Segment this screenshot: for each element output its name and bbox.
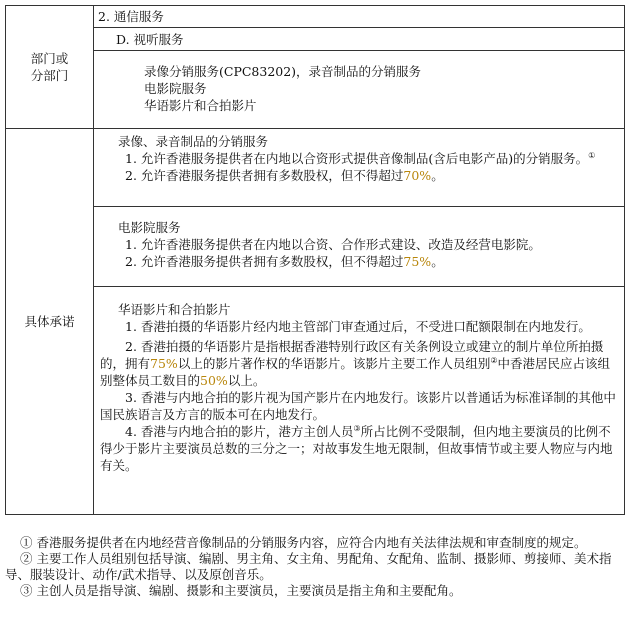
- percentage: 50%: [200, 373, 228, 388]
- paragraph: [100, 338, 620, 389]
- footnote-marker: ③: [353, 423, 361, 433]
- commitment-section-films: [94, 287, 625, 515]
- paragraph-text: 4. 香港与内地合拍的影片，港方主创人员: [125, 424, 354, 439]
- footnote-marker: ①: [588, 150, 596, 160]
- footnote: ② 主要工作人员组别包括导演、编剧、男主角、女主角、男配角、女配角、监制、摄影师、剪接师、美术指导、服装设计、动作/武术指导、以及原创音乐。: [5, 551, 612, 582]
- commitment-label: 具体承诺: [24, 314, 75, 329]
- paragraph-text: 。: [431, 168, 444, 183]
- sector-level2: D. 视听服务: [116, 32, 184, 47]
- paragraph-text: 1. 允许香港服务提供者在内地以合资形式提供音像制品(含后电影产品)的分销服务。: [125, 151, 589, 166]
- sector-label: 部门或 分部门: [30, 51, 69, 83]
- footnote: ③ 主创人员是指导演、编剧、摄影和主要演员，主要演员是指主角和主要配角。: [20, 583, 462, 598]
- commitment-section-cinema: [94, 207, 625, 287]
- sector-item-video-distribution: 录像分销服务(CPC83202)，录音制品的分销服务: [144, 64, 422, 79]
- paragraph-text: 中香港居民应占该组别整体员工数目的: [100, 356, 611, 388]
- paragraph-text: 2. 允许香港服务提供者拥有多数股权，但不得超过: [125, 254, 404, 269]
- paragraph-text: 以上的影片著作权的华语影片。该影片主要工作人员组别: [177, 356, 491, 371]
- paragraph: 3. 香港与内地合拍的影片视为国产影片在内地发行。该影片以普通话为标准译制的其他中国民族语言及方言的版本可在内地发行。: [100, 390, 616, 422]
- section-title: 电影院服务: [118, 220, 181, 235]
- commitment-section-video: [94, 129, 625, 207]
- paragraph: [100, 167, 620, 184]
- sector-item-cinema: 电影院服务: [144, 81, 207, 96]
- footnote-marker: ②: [490, 355, 498, 365]
- sector-level1-cell: [94, 6, 625, 28]
- footnotes: [5, 535, 625, 599]
- sector-level3-cell: [94, 51, 625, 129]
- paragraph-text: 以上。: [227, 373, 266, 388]
- section-title: 录像、录音制品的分销服务: [118, 134, 269, 149]
- percentage: 75%: [403, 254, 432, 269]
- paragraph: [100, 253, 620, 270]
- percentage: 75%: [150, 356, 178, 371]
- sector-label-cell: [6, 6, 94, 129]
- paragraph-text: 2. 香港拍摄的华语影片是指根据香港特别行政区有关条例设立或建立的制片单位所拍摄的，拥有: [100, 339, 604, 371]
- percentage: 70%: [403, 168, 432, 183]
- commitment-table: [5, 5, 625, 515]
- paragraph: 1. 香港拍摄的华语影片经内地主管部门审查通过后，不受进口配额限制在内地发行。: [125, 319, 591, 334]
- sector-level1: 2. 通信服务: [98, 9, 164, 24]
- section-title: 华语影片和合拍影片: [118, 302, 231, 317]
- footnote: ① 香港服务提供者在内地经营音像制品的分销服务内容，应符合内地有关法律法规和审查制度的规定。: [20, 535, 587, 550]
- commitment-label-cell: [6, 129, 94, 515]
- paragraph-text: 2. 允许香港服务提供者拥有多数股权，但不得超过: [125, 168, 404, 183]
- paragraph-text: 所占比例不受限制，但内地主要演员的比例不得少于影片主要演员总数的三分之一；对故事发生地无限制，但故事情节或主要人物应与内地有关。: [100, 424, 613, 473]
- paragraph: 1. 允许香港服务提供者在内地以合资、合作形式建设、改造及经营电影院。: [125, 237, 541, 252]
- paragraph: [100, 150, 620, 167]
- sector-item-chinese-films: 华语影片和合拍影片: [144, 98, 257, 113]
- paragraph-text: 。: [431, 254, 444, 269]
- paragraph: [100, 423, 620, 474]
- sector-level2-cell: [94, 28, 625, 51]
